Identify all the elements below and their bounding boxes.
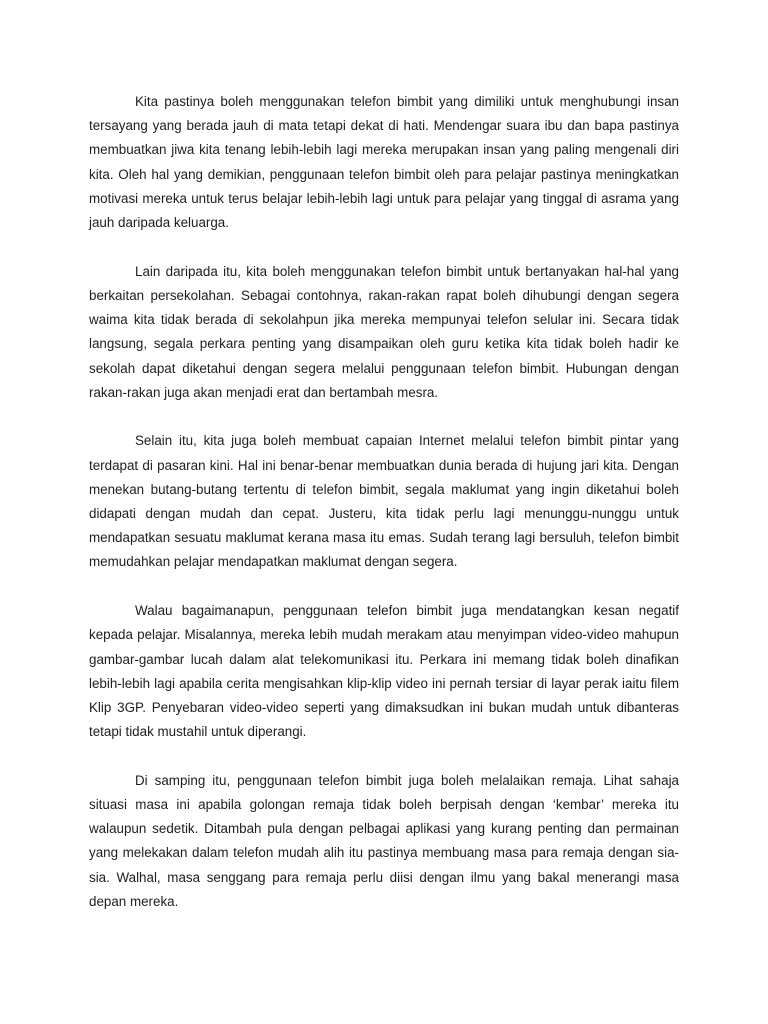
paragraph-4: Walau bagaimanapun, penggunaan telefon bimbit juga mendatangkan kesan negatif kepada pelajar. Misalannya, mereka lebih mudah merakam atau menyimpan video-video mahupun gambar-gambar lucah dalam alat telekomunikasi itu. Perkara ini memang tidak boleh dinafikan lebih-lebih lagi apabila cerita mengisahkan klip-klip video ini pernah tersiar di layar perak iaitu filem Klip 3GP. Penyebaran video-video seperti yang dimaksudkan ini bukan mudah untuk dibanteras tetapi tidak mustahil untuk diperangi. [89,603,679,740]
paragraph-2: Lain daripada itu, kita boleh menggunakan telefon bimbit untuk bertanyakan hal-hal yang berkaitan persekolahan. Sebagai contohnya, rakan-rakan rapat boleh dihubungi dengan segera waima kita tidak berada di sekolahpun jika mereka mempunyai telefon selular ini. Secara tidak langsung, segala perkara penting yang disampaikan oleh guru ketika kita tidak boleh hadir ke sekolah dapat diketahui dengan segera melalui penggunaan telefon bimbit. Hubungan dengan rakan-rakan juga akan menjadi erat dan bertambah mesra. [89,263,679,400]
paragraph-1: Kita pastinya boleh menggunakan telefon bimbit yang dimiliki untuk menghubungi insan tersayang yang berada jauh di mata tetapi dekat di hati. Mendengar suara ibu dan bapa pastinya membuatkan jiwa kita tenang lebih-lebih lagi mereka merupakan insan yang paling mengenali diri kita. Oleh hal yang demikian, penggunaan telefon bimbit oleh para pelajar pastinya meningkatkan motivasi mereka untuk terus belajar lebih-lebih lagi untuk para pelajar yang tinggal di asrama yang jauh daripada keluarga. [89,94,679,231]
document-body [89,90,679,939]
paragraph-3: Selain itu, kita juga boleh membuat capaian Internet melalui telefon bimbit pintar yang terdapat di pasaran kini. Hal ini benar-benar membuatkan dunia berada di hujung jari kita. Dengan menekan butang-butang tertentu di telefon bimbit, segala maklumat yang ingin diketahui boleh didapati dengan mudah dan cepat. Justeru, kita tidak perlu lagi menunggu-nunggu untuk mendapatkan sesuatu maklumat kerana masa itu emas. Sudah terang lagi bersuluh, telefon bimbit memudahkan pelajar mendapatkan maklumat dengan segera. [89,433,679,570]
paragraph-5: Di samping itu, penggunaan telefon bimbit juga boleh melalaikan remaja. Lihat sahaja situasi masa ini apabila golongan remaja tidak boleh berpisah dengan ‘kembar’ mereka itu walaupun sedetik. Ditambah pula dengan pelbagai aplikasi yang kurang penting dan permainan yang melekakan dalam telefon mudah alih itu pastinya membuang masa para remaja dengan sia-sia. Walhal, masa senggang para remaja perlu diisi dengan ilmu yang bakal menerangi masa depan mereka. [89,772,679,909]
